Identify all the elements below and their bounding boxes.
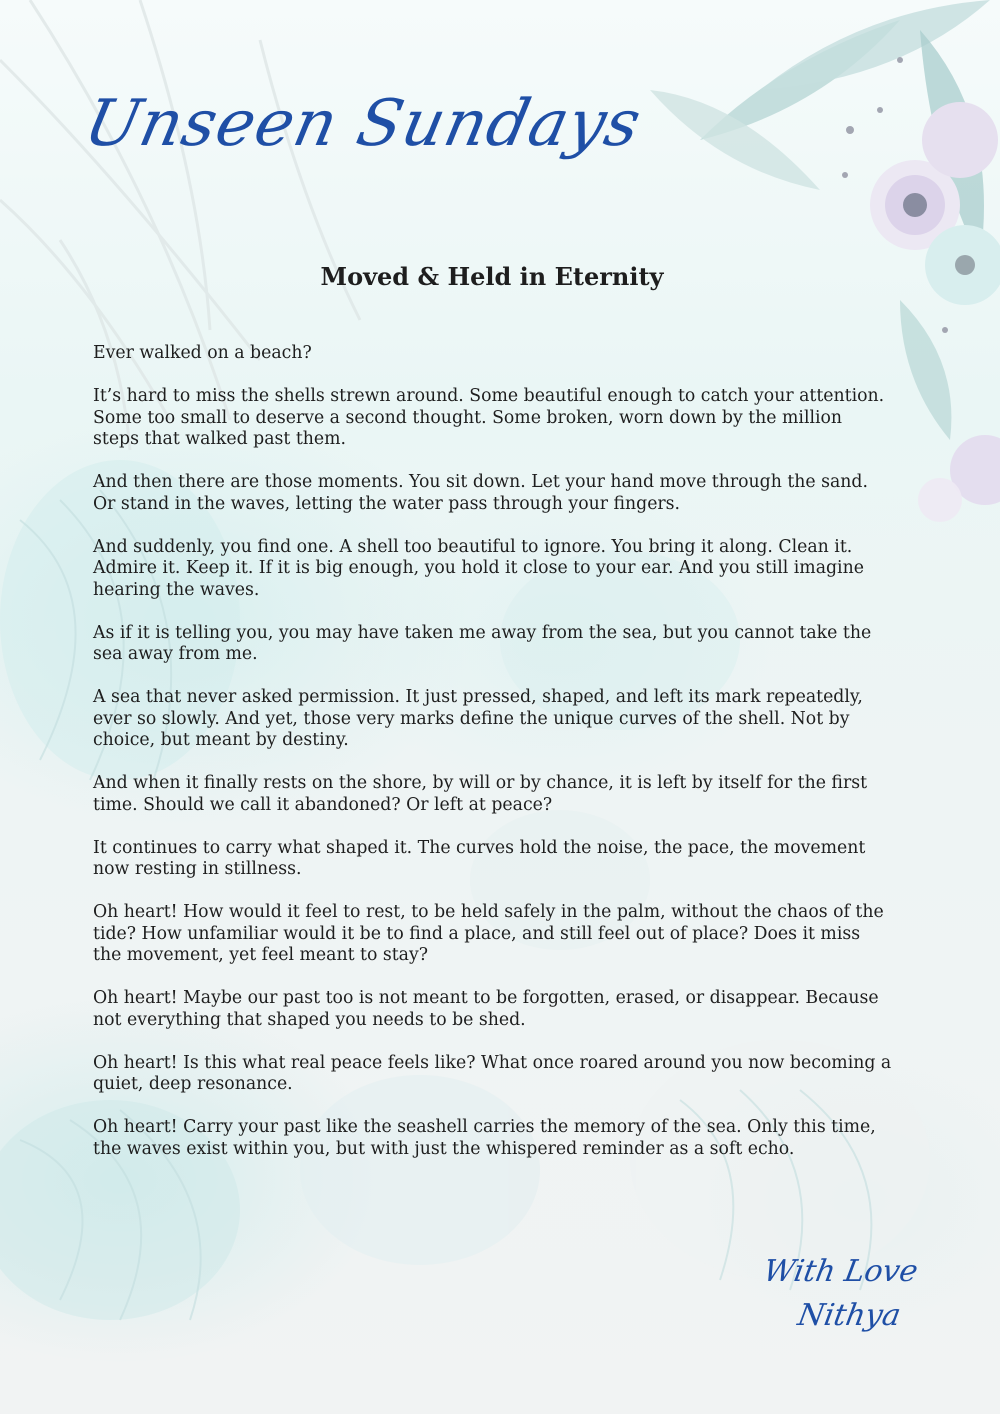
paragraph: A sea that never asked permission. It just pressed, shaped, and left its mark repeatedly, ever so slowly. And yet, those very marks define the unique curves of the shell. Not by choice, but meant by destiny. <box>93 687 863 750</box>
signature-line-1: With Love <box>760 1254 921 1289</box>
paragraph: Ever walked on a beach? <box>93 343 312 363</box>
signature <box>752 1250 968 1338</box>
paragraph: And suddenly, you find one. A shell too beautiful to ignore. You bring it along. Clean it. Admire it. Keep it. If it is big enough, you hold it close to your ear. And you still imagine hearing the waves. <box>93 536 864 600</box>
paragraph: And then there are those moments. You sit down. Let your hand move through the sand. Or stand in the waves, letting the water pass through your fingers. <box>93 472 868 514</box>
page-title: Moved & Held in Eternity <box>320 262 664 291</box>
letter-body <box>93 343 893 1182</box>
signature-line-2: Nithya <box>795 1298 904 1333</box>
paragraph: It’s hard to miss the shells strewn around. Some beautiful enough to catch your attention. Some too small to deserve a second thought. Some broken, worn down by the million steps that walked past them. <box>93 386 885 449</box>
paragraph: Oh heart! Maybe our past too is not meant to be forgotten, erased, or disappear. Because not everything that shaped you needs to be shed. <box>93 988 879 1030</box>
paragraph: It continues to carry what shaped it. The curves hold the noise, the pace, the movement now resting in stillness. <box>93 837 866 879</box>
brand-script-title: Unseen Sundays <box>78 87 648 161</box>
paragraph: Oh heart! Is this what real peace feels like? What once roared around you now becoming a quiet, deep resonance. <box>93 1052 892 1094</box>
paragraph: Oh heart! Carry your past like the seashell carries the memory of the sea. Only this time, the waves exist within you, but with just the whispered reminder as a soft echo. <box>93 1117 876 1159</box>
paragraph: As if it is telling you, you may have taken me away from the sea, but you cannot take the sea away from me. <box>93 622 872 664</box>
paragraph: Oh heart! How would it feel to rest, to be held safely in the palm, without the chaos of the tide? How unfamiliar would it be to find a place, and still feel out of place? Does it miss the movement, yet feel meant to stay? <box>93 902 884 965</box>
paragraph: And when it finally rests on the shore, by will or by chance, it is left by itself for the first time. Should we call it abandoned? Or left at peace? <box>93 773 868 815</box>
